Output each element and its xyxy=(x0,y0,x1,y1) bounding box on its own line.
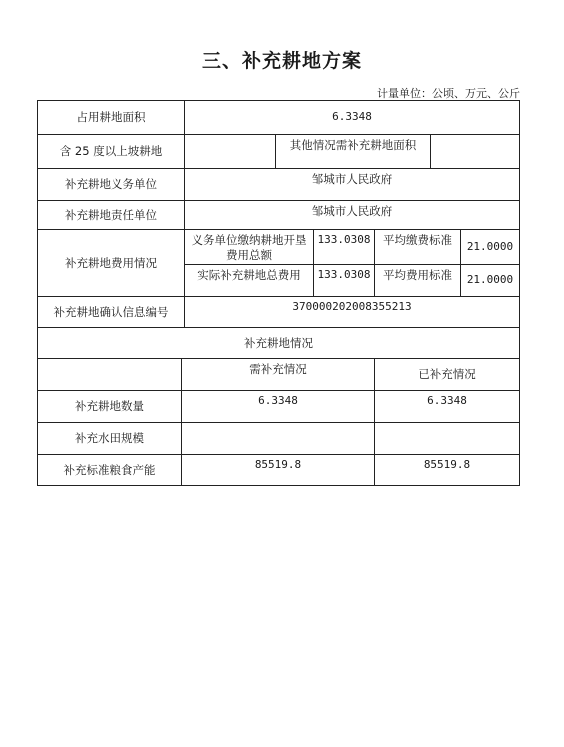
occupied-area-label: 占用耕地面积 xyxy=(37,100,185,135)
item-done: 85519.8 xyxy=(374,454,520,486)
occupied-area-value: 6.3348 xyxy=(184,100,520,135)
confirm-no-value: 370000202008355213 xyxy=(184,296,520,328)
item-label: 补充水田规模 xyxy=(37,422,182,455)
actual-cost-label: 实际补充耕地总费用 xyxy=(184,264,314,297)
cost-label: 补充耕地费用情况 xyxy=(37,229,185,297)
item-needed: 6.3348 xyxy=(181,390,375,423)
avg-fee-label: 平均缴费标准 xyxy=(374,229,461,265)
document-title: 三、补充耕地方案 xyxy=(201,50,362,72)
obligation-unit-label: 补充耕地义务单位 xyxy=(37,168,185,201)
item-done: 6.3348 xyxy=(374,390,520,423)
confirm-no-label: 补充耕地确认信息编号 xyxy=(37,296,185,328)
item-label: 补充耕地数量 xyxy=(37,390,182,423)
item-done xyxy=(374,422,520,455)
item-needed: 85519.8 xyxy=(181,454,375,486)
responsible-unit-label: 补充耕地责任单位 xyxy=(37,200,185,230)
avg-cost-label: 平均费用标准 xyxy=(374,264,461,297)
situation-corner xyxy=(37,358,182,391)
avg-cost-value: 21.0000 xyxy=(460,264,520,297)
responsible-unit-value: 邹城市人民政府 xyxy=(184,200,520,230)
total-fee-label: 义务单位缴纳耕地开垦费用总额 xyxy=(184,229,314,265)
unit-note: 计量单位：公顷、万元、公斤 xyxy=(377,87,520,100)
slope-value xyxy=(184,134,276,169)
col-needed-header: 需补充情况 xyxy=(181,358,375,391)
item-needed xyxy=(181,422,375,455)
other-area-value xyxy=(430,134,520,169)
plan-table xyxy=(37,100,520,486)
situation-header: 补充耕地情况 xyxy=(37,327,520,359)
item-label: 补充标准粮食产能 xyxy=(37,454,182,486)
slope-label: 含 25 度以上坡耕地 xyxy=(37,134,185,169)
avg-fee-value: 21.0000 xyxy=(460,229,520,265)
obligation-unit-value: 邹城市人民政府 xyxy=(184,168,520,201)
col-done-header: 已补充情况 xyxy=(374,358,520,391)
total-fee-value: 133.0308 xyxy=(313,229,375,265)
other-area-label: 其他情况需补充耕地面积 xyxy=(275,134,431,169)
actual-cost-value: 133.0308 xyxy=(313,264,375,297)
